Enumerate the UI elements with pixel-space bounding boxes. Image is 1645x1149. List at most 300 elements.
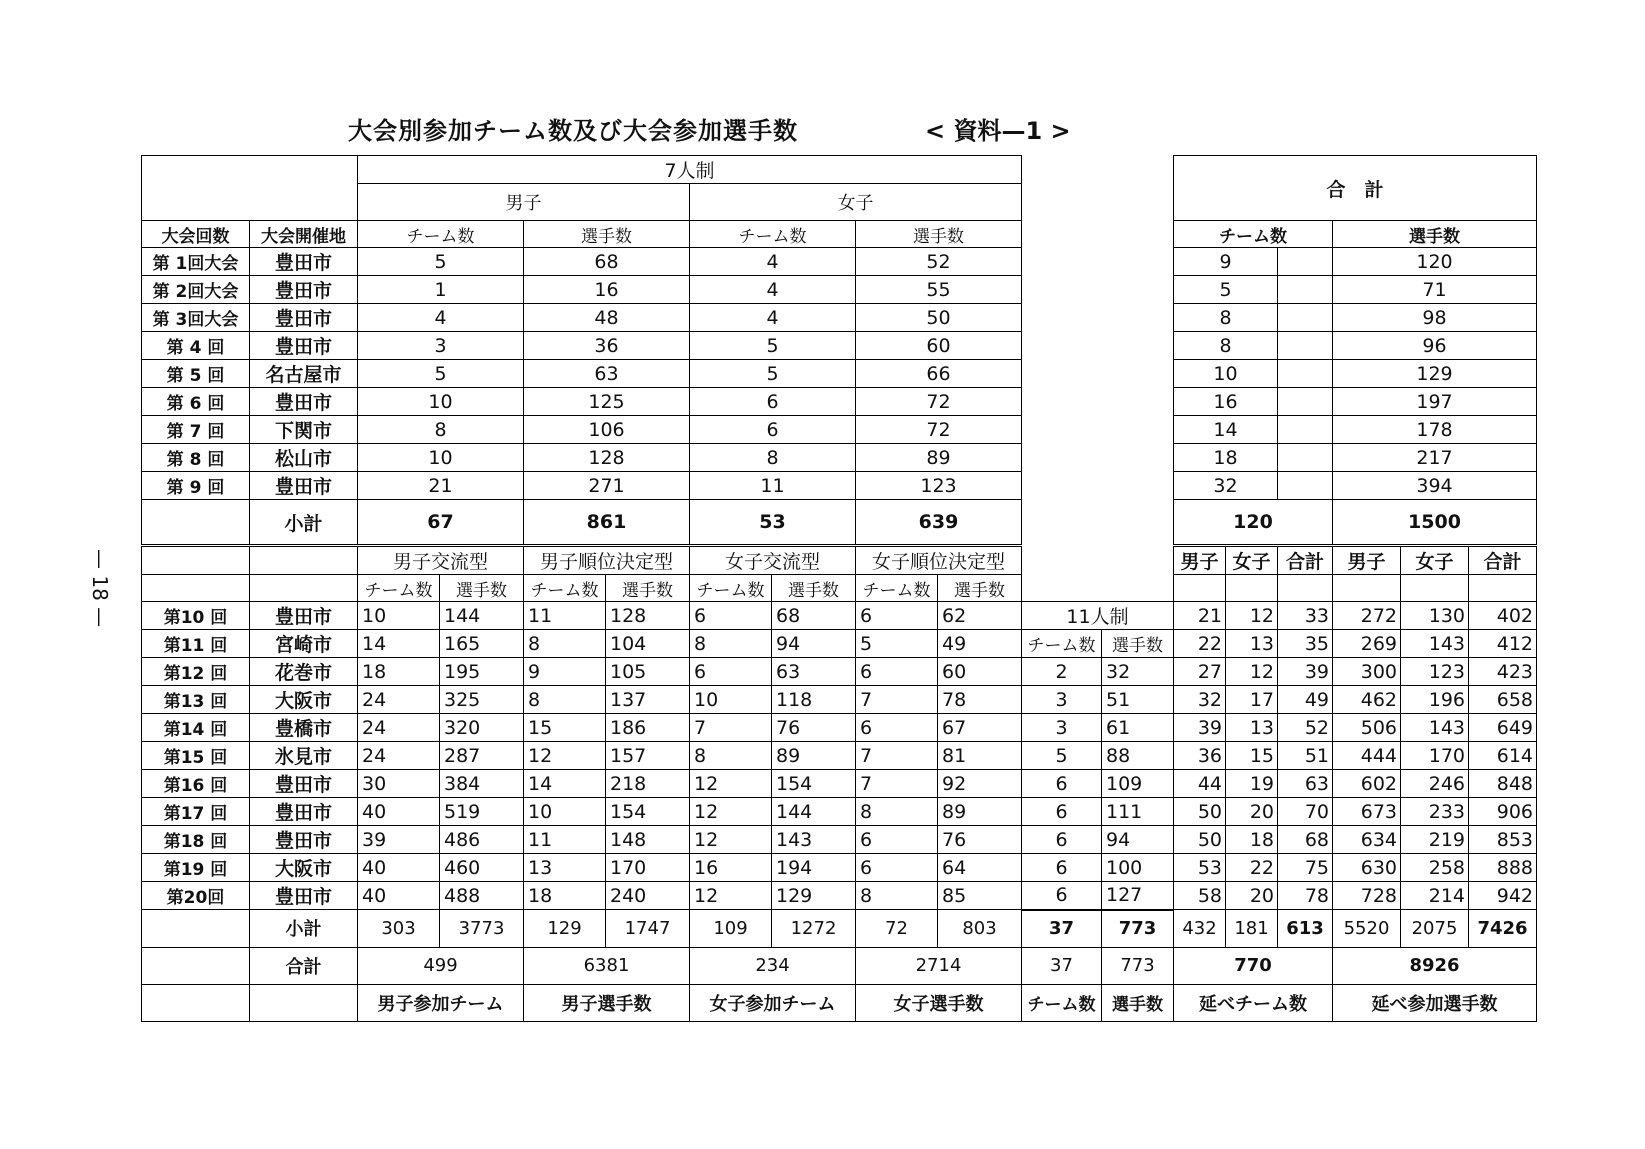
women-exchange-players-cell: 194 xyxy=(772,854,856,882)
women-rank-teams-cell: 6 xyxy=(856,602,938,630)
women-rank-players-cell: 62 xyxy=(938,602,1022,630)
total-women-teams-cell: 13 xyxy=(1226,714,1278,742)
caption-women-teams: 女子参加チーム xyxy=(690,984,856,1021)
total-teams-cell: 16 xyxy=(1174,388,1278,416)
women-players-total: 2714 xyxy=(856,947,1022,984)
round-cell: 第 8 回 xyxy=(142,444,250,472)
total-men-teams-cell: 36 xyxy=(1174,742,1226,770)
women-rank-players-cell: 85 xyxy=(938,882,1022,910)
venue-cell: 豊田市 xyxy=(250,388,358,416)
caption-men-players: 男子選手数 xyxy=(524,984,690,1021)
col-teams: チーム数 xyxy=(524,575,606,602)
grand-total-row xyxy=(142,947,1537,984)
table-row xyxy=(142,714,1537,742)
total-men-teams-cell: 44 xyxy=(1174,770,1226,798)
round-cell: 第 1回大会 xyxy=(142,248,250,276)
empty-cell xyxy=(1401,575,1469,602)
women-exchange-teams-cell: 16 xyxy=(690,854,772,882)
eleven-teams-cell: 5 xyxy=(1022,742,1102,770)
men-exchange-players-cell: 325 xyxy=(440,686,524,714)
total-men-players-cell: 269 xyxy=(1333,630,1401,658)
men-exchange-players-subtotal: 3773 xyxy=(440,910,524,948)
women-players-subtotal: 639 xyxy=(856,500,1022,546)
women-rank-teams-cell: 8 xyxy=(856,882,938,910)
women-exchange-teams-cell: 12 xyxy=(690,770,772,798)
total-women-players-cell: 130 xyxy=(1401,602,1469,630)
women-teams-cell: 6 xyxy=(690,416,856,444)
men-rank-teams-subtotal: 129 xyxy=(524,910,606,948)
men-players-cell: 106 xyxy=(524,416,690,444)
women-players-cell: 89 xyxy=(856,444,1022,472)
total-sum-teams-header: 合計 xyxy=(1278,546,1333,575)
total-sum-teams-cell: 39 xyxy=(1278,658,1333,686)
gap-cell xyxy=(1022,304,1174,332)
men-exchange-teams-cell: 40 xyxy=(358,798,440,826)
women-exchange-teams-cell: 6 xyxy=(690,602,772,630)
men-rank-players-cell: 157 xyxy=(606,742,690,770)
women-exchange-players-cell: 154 xyxy=(772,770,856,798)
round-cell: 第20回 xyxy=(142,882,250,910)
caption-all-teams: 延べチーム数 xyxy=(1174,984,1333,1021)
total-sum-teams-cell: 68 xyxy=(1278,826,1333,854)
venue-cell: 豊田市 xyxy=(250,332,358,360)
men-rank-players-cell: 154 xyxy=(606,798,690,826)
total-teams-cell: 10 xyxy=(1174,360,1278,388)
men-exchange-teams-subtotal: 303 xyxy=(358,910,440,948)
men-teams-cell: 5 xyxy=(358,248,524,276)
data-sheet xyxy=(141,155,1537,1022)
men-exchange-teams-cell: 24 xyxy=(358,686,440,714)
men-rank-players-subtotal: 1747 xyxy=(606,910,690,948)
women-rank-teams-cell: 6 xyxy=(856,826,938,854)
total-sum-players-cell: 658 xyxy=(1469,686,1537,714)
women-players-cell: 72 xyxy=(856,416,1022,444)
women-rank-players-cell: 92 xyxy=(938,770,1022,798)
round-cell: 第10 回 xyxy=(142,602,250,630)
women-teams-cell: 4 xyxy=(690,276,856,304)
total-men-teams-cell: 50 xyxy=(1174,798,1226,826)
venue-cell: 豊田市 xyxy=(250,882,358,910)
empty-cell xyxy=(1278,416,1333,444)
bottom-section xyxy=(142,546,1537,910)
table-row xyxy=(142,304,1537,332)
total-women-teams-header: 女子 xyxy=(1226,546,1278,575)
total-women-players-cell: 258 xyxy=(1401,854,1469,882)
men-exchange-players-cell: 320 xyxy=(440,714,524,742)
total-men-teams-cell: 50 xyxy=(1174,826,1226,854)
total-women-players-cell: 196 xyxy=(1401,686,1469,714)
table-row xyxy=(142,444,1537,472)
col-women-teams: チーム数 xyxy=(690,221,856,248)
eleven-teams-cell: 2 xyxy=(1022,658,1102,686)
round-cell: 第 6 回 xyxy=(142,388,250,416)
women-header: 女子 xyxy=(690,184,1022,221)
all-players-total: 8926 xyxy=(1333,947,1537,984)
women-rank-teams-cell: 5 xyxy=(856,630,938,658)
total-sum-players-cell: 412 xyxy=(1469,630,1537,658)
women-exchange-teams-cell: 8 xyxy=(690,630,772,658)
men-rank-teams-cell: 8 xyxy=(524,686,606,714)
men-exchange-teams-cell: 24 xyxy=(358,714,440,742)
men-header: 男子 xyxy=(358,184,690,221)
men-players-cell: 271 xyxy=(524,472,690,500)
empty-cell xyxy=(1278,332,1333,360)
men-rank-players-cell: 104 xyxy=(606,630,690,658)
men-teams-cell: 8 xyxy=(358,416,524,444)
women-teams-subtotal: 53 xyxy=(690,500,856,546)
total-players-cell: 197 xyxy=(1333,388,1537,416)
women-teams-cell: 11 xyxy=(690,472,856,500)
venue-cell: 豊田市 xyxy=(250,602,358,630)
round-cell: 第12 回 xyxy=(142,658,250,686)
men-exchange-teams-cell: 18 xyxy=(358,658,440,686)
women-players-cell: 55 xyxy=(856,276,1022,304)
empty-cell xyxy=(1333,575,1401,602)
gap-cell xyxy=(1022,276,1174,304)
caption-row xyxy=(142,984,1537,1021)
empty-cell xyxy=(1278,276,1333,304)
men-rank-teams-cell: 11 xyxy=(524,602,606,630)
men-rank-players-cell: 186 xyxy=(606,714,690,742)
women-exchange-teams-subtotal: 109 xyxy=(690,910,772,948)
total-men-players-cell: 673 xyxy=(1333,798,1401,826)
eleven-players-cell: 88 xyxy=(1102,742,1174,770)
men-exchange-teams-cell: 10 xyxy=(358,602,440,630)
total-women-teams-cell: 19 xyxy=(1226,770,1278,798)
total-teams-cell: 32 xyxy=(1174,472,1278,500)
eleven-players-cell: 94 xyxy=(1102,826,1174,854)
men-teams-cell: 3 xyxy=(358,332,524,360)
total-women-teams-cell: 13 xyxy=(1226,630,1278,658)
empty-cell xyxy=(1278,388,1333,416)
total-players-subtotal: 1500 xyxy=(1333,500,1537,546)
venue-cell: 豊田市 xyxy=(250,248,358,276)
women-exchange-players-subtotal: 1272 xyxy=(772,910,856,948)
total-women-players-subtotal: 2075 xyxy=(1401,910,1469,948)
women-exchange-players-cell: 76 xyxy=(772,714,856,742)
col-total-players: 選手数 xyxy=(1333,221,1537,248)
col-teams: チーム数 xyxy=(856,575,938,602)
women-players-cell: 52 xyxy=(856,248,1022,276)
total-women-teams-cell: 20 xyxy=(1226,798,1278,826)
table-row xyxy=(142,630,1537,658)
men-rank-teams-cell: 9 xyxy=(524,658,606,686)
men-rank-players-cell: 137 xyxy=(606,686,690,714)
total-sum-players-cell: 614 xyxy=(1469,742,1537,770)
total-players-cell: 178 xyxy=(1333,416,1537,444)
men-players-cell: 48 xyxy=(524,304,690,332)
empty-cell xyxy=(142,500,250,546)
eleven-teams-total: 37 xyxy=(1022,947,1102,984)
total-men-players-subtotal: 5520 xyxy=(1333,910,1401,948)
table-row xyxy=(142,826,1537,854)
total-men-players-cell: 272 xyxy=(1333,602,1401,630)
eleven-players-total: 773 xyxy=(1102,947,1174,984)
total-women-teams-cell: 18 xyxy=(1226,826,1278,854)
caption-men-teams: 男子参加チーム xyxy=(358,984,524,1021)
round-cell: 第18 回 xyxy=(142,826,250,854)
total-teams-cell: 8 xyxy=(1174,304,1278,332)
col-men-players: 選手数 xyxy=(524,221,690,248)
total-men-teams-cell: 27 xyxy=(1174,658,1226,686)
empty-cell xyxy=(1278,472,1333,500)
total-women-teams-cell: 17 xyxy=(1226,686,1278,714)
round-cell: 第15 回 xyxy=(142,742,250,770)
gap-cell xyxy=(1022,332,1174,360)
total-women-players-cell: 143 xyxy=(1401,714,1469,742)
men-teams-cell: 10 xyxy=(358,444,524,472)
subtotal-label: 小計 xyxy=(250,500,358,546)
col-players: 選手数 xyxy=(606,575,690,602)
total-sum-players-cell: 906 xyxy=(1469,798,1537,826)
men-rank-teams-cell: 8 xyxy=(524,630,606,658)
women-exchange-players-cell: 129 xyxy=(772,882,856,910)
round-cell: 第 4 回 xyxy=(142,332,250,360)
eleven-teams-subtotal: 37 xyxy=(1022,910,1102,948)
men-exchange-players-cell: 488 xyxy=(440,882,524,910)
empty-cell xyxy=(1278,304,1333,332)
men-rank-teams-cell: 13 xyxy=(524,854,606,882)
empty-cell xyxy=(1469,575,1537,602)
total-teams-cell: 18 xyxy=(1174,444,1278,472)
men-exchange-teams-cell: 39 xyxy=(358,826,440,854)
eleven-players-cell: 100 xyxy=(1102,854,1174,882)
round-cell: 第 2回大会 xyxy=(142,276,250,304)
women-rank-players-cell: 64 xyxy=(938,854,1022,882)
total-men-players-cell: 462 xyxy=(1333,686,1401,714)
women-teams-total: 234 xyxy=(690,947,856,984)
men-rank-players-cell: 170 xyxy=(606,854,690,882)
total-men-teams-cell: 32 xyxy=(1174,686,1226,714)
women-exchange-teams-cell: 12 xyxy=(690,798,772,826)
total-men-teams-header: 男子 xyxy=(1174,546,1226,575)
venue-cell: 大阪市 xyxy=(250,686,358,714)
men-rank-teams-cell: 15 xyxy=(524,714,606,742)
totals-section xyxy=(142,910,1537,1022)
men-players-cell: 125 xyxy=(524,388,690,416)
total-men-teams-cell: 22 xyxy=(1174,630,1226,658)
men-rank-teams-cell: 14 xyxy=(524,770,606,798)
total-men-players-header: 男子 xyxy=(1333,546,1401,575)
venue-cell: 豊田市 xyxy=(250,826,358,854)
total-sum-players-cell: 942 xyxy=(1469,882,1537,910)
venue-cell: 松山市 xyxy=(250,444,358,472)
men-rank-players-cell: 105 xyxy=(606,658,690,686)
corner-cell xyxy=(142,546,250,575)
subtotal-row xyxy=(142,500,1537,546)
total-men-teams-cell: 53 xyxy=(1174,854,1226,882)
total-sum-teams-cell: 75 xyxy=(1278,854,1333,882)
women-exchange-players-cell: 63 xyxy=(772,658,856,686)
women-rank-players-cell: 76 xyxy=(938,826,1022,854)
men-rank-players-cell: 240 xyxy=(606,882,690,910)
total-women-teams-cell: 22 xyxy=(1226,854,1278,882)
total-teams-cell: 14 xyxy=(1174,416,1278,444)
total-sum-players-cell: 402 xyxy=(1469,602,1537,630)
corner-cell xyxy=(142,575,250,602)
round-cell: 第13 回 xyxy=(142,686,250,714)
venue-cell: 豊田市 xyxy=(250,798,358,826)
eleven-players-cell: 127 xyxy=(1102,882,1174,910)
women-rank-teams-cell: 7 xyxy=(856,686,938,714)
empty-cell xyxy=(1278,248,1333,276)
total-women-players-cell: 123 xyxy=(1401,658,1469,686)
women-exchange-players-cell: 89 xyxy=(772,742,856,770)
men-exchange-players-cell: 165 xyxy=(440,630,524,658)
total-sum-teams-subtotal: 613 xyxy=(1278,910,1333,948)
corner-cell xyxy=(142,156,358,221)
table-row xyxy=(142,416,1537,444)
total-header: 合 計 xyxy=(1174,156,1537,221)
women-rank-teams-cell: 6 xyxy=(856,854,938,882)
women-exchange-header: 女子交流型 xyxy=(690,546,856,575)
women-rank-players-cell: 89 xyxy=(938,798,1022,826)
women-players-cell: 123 xyxy=(856,472,1022,500)
empty-cell xyxy=(142,910,250,948)
total-men-teams-cell: 39 xyxy=(1174,714,1226,742)
men-exchange-players-cell: 287 xyxy=(440,742,524,770)
women-rank-players-subtotal: 803 xyxy=(938,910,1022,948)
gap-cell xyxy=(1022,546,1174,575)
women-rank-teams-cell: 8 xyxy=(856,798,938,826)
total-women-players-cell: 170 xyxy=(1401,742,1469,770)
empty-cell xyxy=(1226,575,1278,602)
women-exchange-teams-cell: 7 xyxy=(690,714,772,742)
total-women-players-cell: 143 xyxy=(1401,630,1469,658)
men-rank-players-cell: 148 xyxy=(606,826,690,854)
total-men-players-cell: 634 xyxy=(1333,826,1401,854)
men-teams-cell: 10 xyxy=(358,388,524,416)
table-row xyxy=(142,658,1537,686)
total-sum-players-cell: 423 xyxy=(1469,658,1537,686)
col-players: 選手数 xyxy=(938,575,1022,602)
total-women-players-header: 女子 xyxy=(1401,546,1469,575)
venue-cell: 花巻市 xyxy=(250,658,358,686)
women-rank-players-cell: 60 xyxy=(938,658,1022,686)
total-men-players-cell: 300 xyxy=(1333,658,1401,686)
total-sum-teams-cell: 70 xyxy=(1278,798,1333,826)
subtotal-row xyxy=(142,910,1537,948)
venue-cell: 下関市 xyxy=(250,416,358,444)
women-rank-teams-cell: 7 xyxy=(856,770,938,798)
men-rank-header: 男子順位決定型 xyxy=(524,546,690,575)
table-row xyxy=(142,276,1537,304)
document-title: 大会別参加チーム数及び大会参加選手数 xyxy=(348,117,798,145)
total-players-cell: 394 xyxy=(1333,472,1537,500)
round-cell: 第16 回 xyxy=(142,770,250,798)
men-rank-teams-cell: 10 xyxy=(524,798,606,826)
total-players-cell: 129 xyxy=(1333,360,1537,388)
venue-cell: 豊橋市 xyxy=(250,714,358,742)
col-women-players: 選手数 xyxy=(856,221,1022,248)
total-sum-teams-cell: 35 xyxy=(1278,630,1333,658)
women-players-cell: 50 xyxy=(856,304,1022,332)
total-players-cell: 96 xyxy=(1333,332,1537,360)
men-teams-subtotal: 67 xyxy=(358,500,524,546)
total-men-players-cell: 444 xyxy=(1333,742,1401,770)
total-sum-teams-cell: 33 xyxy=(1278,602,1333,630)
total-men-teams-cell: 21 xyxy=(1174,602,1226,630)
gap-cell xyxy=(1022,500,1174,546)
eleven-header: 11人制 xyxy=(1022,602,1174,630)
women-rank-players-cell: 81 xyxy=(938,742,1022,770)
women-teams-cell: 5 xyxy=(690,360,856,388)
col-players: 選手数 xyxy=(440,575,524,602)
total-sum-teams-cell: 52 xyxy=(1278,714,1333,742)
women-exchange-teams-cell: 12 xyxy=(690,882,772,910)
total-sum-players-subtotal: 7426 xyxy=(1469,910,1537,948)
men-exchange-teams-cell: 30 xyxy=(358,770,440,798)
venue-cell: 豊田市 xyxy=(250,770,358,798)
page-number: — 18 — xyxy=(88,548,112,628)
total-teams-cell: 8 xyxy=(1174,332,1278,360)
top-section xyxy=(142,156,1537,546)
round-cell: 第 3回大会 xyxy=(142,304,250,332)
table-row xyxy=(142,360,1537,388)
men-rank-teams-cell: 11 xyxy=(524,826,606,854)
total-label: 合計 xyxy=(250,947,358,984)
col-teams: チーム数 xyxy=(690,575,772,602)
col-players: 選手数 xyxy=(772,575,856,602)
total-men-teams-subtotal: 432 xyxy=(1174,910,1226,948)
gap-cell xyxy=(1022,444,1174,472)
round-cell: 第14 回 xyxy=(142,714,250,742)
round-cell: 第17 回 xyxy=(142,798,250,826)
eleven-players-cell: 61 xyxy=(1102,714,1174,742)
caption-women-players: 女子選手数 xyxy=(856,984,1022,1021)
venue-cell: 氷見市 xyxy=(250,742,358,770)
men-teams-cell: 1 xyxy=(358,276,524,304)
round-cell: 第 5 回 xyxy=(142,360,250,388)
gap-cell xyxy=(1022,221,1174,248)
total-men-players-cell: 630 xyxy=(1333,854,1401,882)
venue-cell: 豊田市 xyxy=(250,472,358,500)
caption-eleven-players: 選手数 xyxy=(1102,984,1174,1021)
total-women-teams-cell: 15 xyxy=(1226,742,1278,770)
men-teams-cell: 4 xyxy=(358,304,524,332)
men-teams-cell: 21 xyxy=(358,472,524,500)
col-total-teams: チーム数 xyxy=(1174,221,1333,248)
round-cell: 第19 回 xyxy=(142,854,250,882)
total-sum-players-cell: 853 xyxy=(1469,826,1537,854)
total-women-players-cell: 246 xyxy=(1401,770,1469,798)
total-men-players-cell: 728 xyxy=(1333,882,1401,910)
total-women-teams-cell: 12 xyxy=(1226,602,1278,630)
caption-all-players: 延べ参加選手数 xyxy=(1333,984,1537,1021)
total-players-cell: 71 xyxy=(1333,276,1537,304)
women-teams-cell: 8 xyxy=(690,444,856,472)
women-exchange-teams-cell: 12 xyxy=(690,826,772,854)
eleven-teams-cell: 6 xyxy=(1022,826,1102,854)
women-rank-players-cell: 49 xyxy=(938,630,1022,658)
total-players-cell: 98 xyxy=(1333,304,1537,332)
venue-cell: 大阪市 xyxy=(250,854,358,882)
total-men-players-cell: 602 xyxy=(1333,770,1401,798)
women-exchange-players-cell: 118 xyxy=(772,686,856,714)
gap-cell xyxy=(1022,388,1174,416)
men-exchange-teams-cell: 40 xyxy=(358,882,440,910)
men-exchange-header: 男子交流型 xyxy=(358,546,524,575)
table-row xyxy=(142,472,1537,500)
men-rank-players-cell: 128 xyxy=(606,602,690,630)
eleven-teams-cell: 6 xyxy=(1022,854,1102,882)
women-players-cell: 60 xyxy=(856,332,1022,360)
eleven-players-subtotal: 773 xyxy=(1102,910,1174,948)
venue-cell: 豊田市 xyxy=(250,304,358,332)
gap-cell xyxy=(1022,472,1174,500)
gap-cell xyxy=(1022,360,1174,388)
total-women-teams-subtotal: 181 xyxy=(1226,910,1278,948)
